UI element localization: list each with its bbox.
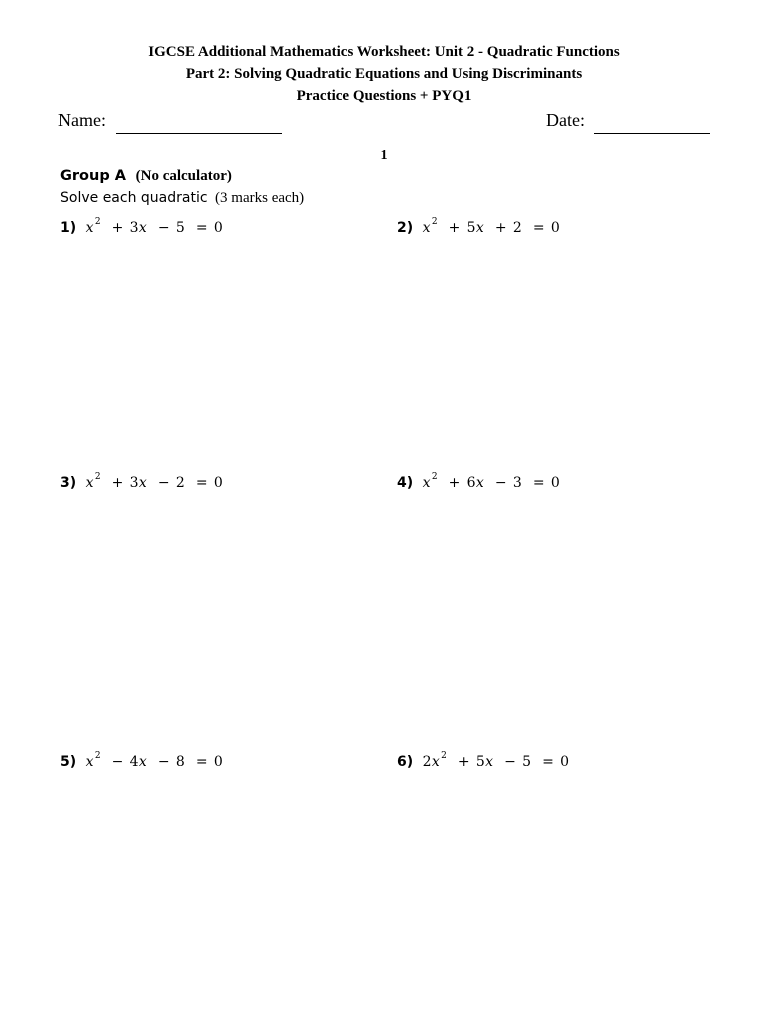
question-5 bbox=[60, 753, 223, 771]
worksheet-subtitle: Part 2: Solving Quadratic Equations and Using Discriminants bbox=[185, 66, 583, 82]
question-6 bbox=[397, 753, 569, 771]
question-number: 1) bbox=[60, 219, 77, 236]
equation: $x^2 + 6x - 3 = 0$ bbox=[422, 472, 561, 491]
question-number: 4) bbox=[397, 474, 414, 491]
worksheet-title: IGCSE Additional Mathematics Worksheet: Unit 2 - Quadratic Functions bbox=[148, 44, 620, 60]
marks-note: (3 marks each) bbox=[215, 190, 305, 206]
equation: $x^2 + 5x + 2 = 0$ bbox=[422, 217, 561, 236]
instruction-text: Solve each quadratic bbox=[60, 190, 208, 206]
question-number: 3) bbox=[60, 474, 77, 491]
equation: $x^2 + 3x - 2 = 0$ bbox=[85, 472, 224, 491]
equation: $x^2 + 3x - 5 = 0$ bbox=[85, 217, 224, 236]
question-number: 5) bbox=[60, 753, 77, 770]
question-4 bbox=[397, 474, 560, 492]
name-label: Name: bbox=[58, 110, 106, 130]
group-note: (No calculator) bbox=[135, 168, 232, 184]
equation: $2x^2 + 5x - 5 = 0$ bbox=[422, 751, 570, 770]
date-line bbox=[594, 133, 710, 134]
question-2 bbox=[397, 219, 560, 237]
question-1 bbox=[60, 219, 223, 237]
name-line bbox=[116, 133, 282, 134]
page-number: 1 bbox=[380, 148, 388, 163]
group-heading bbox=[60, 168, 232, 185]
question-number: 2) bbox=[397, 219, 414, 236]
question-3 bbox=[60, 474, 223, 492]
instructions bbox=[60, 190, 304, 207]
equation: $x^2 - 4x - 8 = 0$ bbox=[85, 751, 224, 770]
date-label: Date: bbox=[546, 110, 585, 130]
group-title: Group A bbox=[60, 168, 126, 184]
worksheet-section: Practice Questions + PYQ1 bbox=[296, 88, 472, 104]
question-number: 6) bbox=[397, 753, 414, 770]
